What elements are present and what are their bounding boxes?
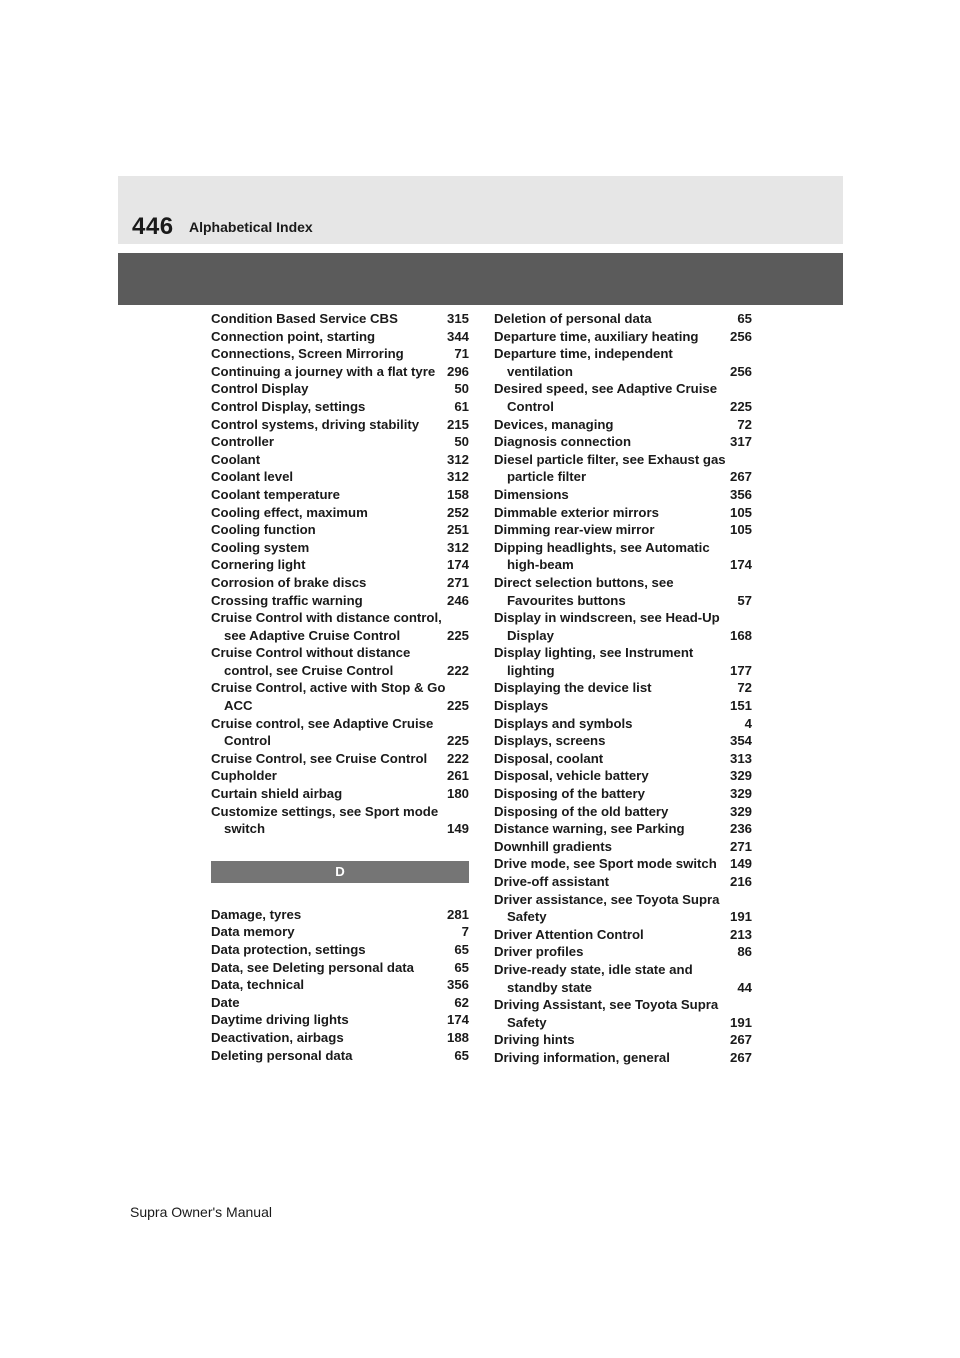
index-entry-page: 65 <box>454 942 469 957</box>
index-entry[interactable] <box>211 941 469 959</box>
index-entry-page: 50 <box>454 434 469 450</box>
index-entry-label: Driving hints ..... <box>494 1031 729 1049</box>
index-entry[interactable] <box>211 504 469 522</box>
index-entry-page: 65 <box>454 959 469 975</box>
index-entry-label: Data, see Deleting personal data ..... <box>211 959 453 977</box>
index-entry-page: 329 <box>729 803 752 819</box>
index-entry-page: 256 <box>729 363 752 379</box>
index-entry[interactable] <box>211 994 469 1012</box>
index-entry[interactable] <box>211 328 469 346</box>
index-entry-label: Driving Assistant, see Toyota Supra Safety ..... <box>494 996 729 1031</box>
index-entry-page: 105 <box>729 522 752 538</box>
index-entry[interactable] <box>494 644 752 679</box>
index-entry-page: 236 <box>729 821 752 837</box>
index-entry[interactable] <box>211 803 469 838</box>
index-entry[interactable] <box>211 767 469 785</box>
index-entry-page: 191 <box>729 909 752 925</box>
index-entry[interactable] <box>494 504 752 522</box>
index-entry[interactable] <box>494 345 752 380</box>
index-entry[interactable] <box>211 679 469 714</box>
index-entry-page: 180 <box>446 786 469 802</box>
index-entry-page: 191 <box>729 1014 752 1030</box>
index-entry-page: 174 <box>446 557 469 573</box>
index-entry[interactable] <box>211 451 469 469</box>
index-entry-page: 61 <box>454 398 469 414</box>
index-entry-page: 312 <box>446 451 469 467</box>
index-entry-page: 281 <box>446 906 469 922</box>
index-entry-page: 317 <box>729 434 752 450</box>
index-entry[interactable] <box>494 961 752 996</box>
index-entry-page: 354 <box>729 733 752 749</box>
index-entry[interactable] <box>211 1047 469 1065</box>
index-entry-label: Disposing of the old battery ..... <box>494 803 729 821</box>
index-entry-page: 168 <box>729 627 752 643</box>
index-column-left <box>211 310 469 1064</box>
index-entry-label: Drive-off assistant ..... <box>494 873 729 891</box>
index-entry-label: Dimmable exterior mirrors ..... <box>494 504 729 522</box>
index-entry-label: Control Display ..... <box>211 380 453 398</box>
index-column-right <box>494 310 752 1067</box>
index-entry[interactable] <box>211 976 469 994</box>
header-divider-band <box>118 253 843 305</box>
index-entry-label: Cornering light ..... <box>211 556 446 574</box>
index-entry-label: Departure time, independent ventilation ..... <box>494 345 729 380</box>
footer-manual-name: Supra Owner's Manual <box>130 1204 272 1220</box>
index-list-c <box>211 310 469 838</box>
index-entry[interactable] <box>494 574 752 609</box>
index-entry-label: Data memory ..... <box>211 923 461 941</box>
index-entry-label: Desired speed, see Adaptive Cruise Control ..... <box>494 380 729 415</box>
index-entry[interactable] <box>494 855 752 873</box>
index-entry-label: Disposal, vehicle battery ..... <box>494 767 729 785</box>
index-entry-page: 222 <box>446 750 469 766</box>
index-entry-label: Distance warning, see Parking ..... <box>494 820 729 838</box>
index-entry-page: 329 <box>729 786 752 802</box>
index-entry-label: Diesel particle filter, see Exhaust gas particle filter ..... <box>494 451 729 486</box>
index-entry-page: 177 <box>729 662 752 678</box>
index-entry-label: Cooling function ..... <box>211 521 446 539</box>
index-entry[interactable] <box>494 732 752 750</box>
index-entry-label: Control systems, driving stability ..... <box>211 416 446 434</box>
index-entry-label: Cooling effect, maximum ..... <box>211 504 446 522</box>
index-entry-page: 149 <box>729 856 752 872</box>
index-entry-page: 256 <box>729 328 752 344</box>
index-entry[interactable] <box>494 926 752 944</box>
index-entry-label: Cruise Control with distance control, see Adaptive Cruise Control ..... <box>211 609 446 644</box>
index-entry-page: 225 <box>446 733 469 749</box>
index-entry-label: Deletion of personal data ..... <box>494 310 736 328</box>
index-entry-page: 44 <box>737 979 752 995</box>
index-entry-page: 315 <box>446 311 469 326</box>
index-entry[interactable] <box>211 959 469 977</box>
index-entry-label: Deleting personal data ..... <box>211 1047 453 1065</box>
index-entry[interactable] <box>211 556 469 574</box>
index-entry-page: 7 <box>461 924 469 940</box>
index-entry[interactable] <box>211 345 469 363</box>
index-entry[interactable] <box>494 380 752 415</box>
index-entry[interactable] <box>494 767 752 785</box>
index-entry-label: Daytime driving lights ..... <box>211 1011 446 1029</box>
index-entry-label: Connection point, starting ..... <box>211 328 446 346</box>
index-entry-label: Dimensions ..... <box>494 486 729 504</box>
index-entry-label: Control Display, settings ..... <box>211 398 453 416</box>
index-entry-label: Driver assistance, see Toyota Supra Safety ..... <box>494 891 729 926</box>
index-entry[interactable] <box>494 451 752 486</box>
index-entry-page: 188 <box>446 1029 469 1045</box>
index-entry[interactable] <box>494 679 752 697</box>
index-entry-label: Cupholder ..... <box>211 767 446 785</box>
index-entry-label: Drive-ready state, idle state and standby state ..... <box>494 961 736 996</box>
index-entry-label: Data, technical ..... <box>211 976 446 994</box>
index-entry[interactable] <box>211 416 469 434</box>
index-entry-page: 267 <box>729 469 752 485</box>
index-entry-page: 105 <box>729 504 752 520</box>
index-entry-label: Coolant ..... <box>211 451 446 469</box>
index-entry-label: Diagnosis connection ..... <box>494 433 729 451</box>
index-entry-page: 271 <box>729 838 752 854</box>
index-entry-page: 72 <box>737 416 752 432</box>
index-entry-page: 267 <box>729 1032 752 1048</box>
index-entry-label: Driver profiles ..... <box>494 943 736 961</box>
index-entry-page: 213 <box>729 926 752 942</box>
index-entry[interactable] <box>211 468 469 486</box>
index-entry-label: Departure time, auxiliary heating ..... <box>494 328 729 346</box>
index-entry-page: 225 <box>446 627 469 643</box>
index-entry[interactable] <box>494 609 752 644</box>
index-entry-page: 174 <box>729 557 752 573</box>
index-entry-label: Crossing traffic warning ..... <box>211 592 446 610</box>
index-entry-label: Direct selection buttons, see Favourites buttons ..... <box>494 574 736 609</box>
index-entry[interactable] <box>494 1031 752 1049</box>
index-entry[interactable] <box>211 1029 469 1047</box>
section-title: Alphabetical Index <box>189 219 313 235</box>
index-entry-label: Cruise Control, see Cruise Control ..... <box>211 750 446 768</box>
index-entry-page: 174 <box>446 1012 469 1028</box>
index-entry-label: Customize settings, see Sport mode switch ..... <box>211 803 446 838</box>
index-entry[interactable] <box>211 644 469 679</box>
index-entry[interactable] <box>211 906 469 924</box>
index-entry-label: Data protection, settings ..... <box>211 941 453 959</box>
index-entry[interactable] <box>494 820 752 838</box>
index-entry[interactable] <box>494 416 752 434</box>
index-entry-page: 296 <box>446 363 469 379</box>
index-list-d-continued <box>494 310 752 1067</box>
index-entry-label: Cruise control, see Adaptive Cruise Control ..... <box>211 715 446 750</box>
index-entry[interactable] <box>494 873 752 891</box>
index-entry-page: 72 <box>737 680 752 696</box>
index-entry-label: Driver Attention Control ..... <box>494 926 729 944</box>
index-entry[interactable] <box>211 574 469 592</box>
index-entry[interactable] <box>494 1049 752 1067</box>
index-entry-page: 356 <box>729 486 752 502</box>
index-entry-page: 222 <box>446 662 469 678</box>
index-entry-page: 225 <box>729 398 752 414</box>
index-entry[interactable] <box>211 609 469 644</box>
index-entry-label: Devices, managing ..... <box>494 416 736 434</box>
index-entry[interactable] <box>211 715 469 750</box>
index-entry-page: 215 <box>446 416 469 432</box>
index-entry-page: 4 <box>744 715 752 731</box>
index-entry-label: Coolant temperature ..... <box>211 486 446 504</box>
index-list-d <box>211 906 469 1064</box>
index-entry-label: Disposing of the battery ..... <box>494 785 729 803</box>
index-entry-label: Date ..... <box>211 994 453 1012</box>
index-entry[interactable] <box>494 539 752 574</box>
index-entry-label: Displays ..... <box>494 697 729 715</box>
index-entry-page: 216 <box>729 874 752 889</box>
page-number: 446 <box>132 213 174 240</box>
index-entry-label: Connections, Screen Mirroring ..... <box>211 345 453 363</box>
index-entry-page: 158 <box>446 486 469 502</box>
index-entry-page: 86 <box>737 944 752 960</box>
index-entry-label: Coolant level ..... <box>211 468 446 486</box>
index-entry[interactable] <box>494 803 752 821</box>
index-entry-label: Displaying the device list ..... <box>494 679 736 697</box>
index-entry-label: Dimming rear-view mirror ..... <box>494 521 729 539</box>
index-entry[interactable] <box>494 310 752 328</box>
index-entry[interactable] <box>494 697 752 715</box>
index-entry-page: 267 <box>729 1049 752 1065</box>
index-entry-page: 71 <box>454 346 469 362</box>
index-entry-page: 329 <box>729 768 752 784</box>
index-entry[interactable] <box>211 363 469 381</box>
index-entry[interactable] <box>211 750 469 768</box>
index-entry[interactable] <box>494 785 752 803</box>
index-entry[interactable] <box>494 943 752 961</box>
index-entry-page: 225 <box>446 698 469 714</box>
index-entry-page: 252 <box>446 504 469 520</box>
index-entry[interactable] <box>494 486 752 504</box>
index-entry-label: Cruise Control, active with Stop & Go ACC ..... <box>211 679 446 714</box>
index-entry-label: Displays, screens ..... <box>494 732 729 750</box>
index-entry-label: Curtain shield airbag ..... <box>211 785 446 803</box>
index-entry-page: 65 <box>737 311 752 326</box>
index-entry[interactable] <box>494 891 752 926</box>
index-entry[interactable] <box>494 433 752 451</box>
index-entry-label: Displays and symbols ..... <box>494 715 744 733</box>
index-entry-page: 313 <box>729 750 752 766</box>
index-entry[interactable] <box>494 996 752 1031</box>
index-entry[interactable] <box>211 923 469 941</box>
index-entry-page: 271 <box>446 574 469 590</box>
index-entry-page: 50 <box>454 381 469 397</box>
index-entry-label: Damage, tyres ..... <box>211 906 446 924</box>
index-entry-label: Dipping headlights, see Automatic high-beam ..... <box>494 539 729 574</box>
index-entry-page: 57 <box>737 592 752 608</box>
index-entry-label: Cruise Control without distance control, see Cruise Control ..... <box>211 644 446 679</box>
index-entry[interactable] <box>494 838 752 856</box>
index-entry[interactable] <box>211 380 469 398</box>
index-entry[interactable] <box>211 521 469 539</box>
index-entry-page: 149 <box>446 821 469 837</box>
index-entry-page: 62 <box>454 994 469 1010</box>
index-entry-page: 261 <box>446 768 469 784</box>
index-entry-label: Drive mode, see Sport mode switch ..... <box>494 855 729 873</box>
index-entry[interactable] <box>211 486 469 504</box>
index-entry[interactable] <box>211 539 469 557</box>
index-entry[interactable] <box>211 398 469 416</box>
index-entry[interactable] <box>494 715 752 733</box>
index-entry-label: Condition Based Service CBS ..... <box>211 310 446 328</box>
index-entry-label: Continuing a journey with a flat tyre ..... <box>211 363 446 381</box>
index-entry-label: Display in windscreen, see Head-Up Display ..... <box>494 609 729 644</box>
index-entry-label: Driving information, general ..... <box>494 1049 729 1067</box>
index-entry[interactable] <box>494 750 752 768</box>
index-entry-label: Deactivation, airbags ..... <box>211 1029 446 1047</box>
letter-heading-d: D <box>211 861 469 883</box>
index-entry[interactable] <box>211 433 469 451</box>
index-entry-label: Downhill gradients ..... <box>494 838 729 856</box>
index-entry-label: Disposal, coolant ..... <box>494 750 729 768</box>
index-entry-page: 251 <box>446 522 469 538</box>
index-entry-label: Controller ..... <box>211 433 453 451</box>
index-entry-page: 356 <box>446 977 469 993</box>
index-entry-page: 65 <box>454 1047 469 1063</box>
index-entry[interactable] <box>211 785 469 803</box>
index-entry[interactable] <box>211 592 469 610</box>
index-entry-page: 151 <box>729 698 752 714</box>
index-entry[interactable] <box>494 521 752 539</box>
index-entry-page: 246 <box>446 592 469 608</box>
index-entry[interactable] <box>211 310 469 328</box>
index-entry-page: 312 <box>446 469 469 485</box>
index-entry-page: 344 <box>446 328 469 344</box>
index-entry[interactable] <box>494 328 752 346</box>
index-entry-label: Cooling system ..... <box>211 539 446 557</box>
index-entry-label: Corrosion of brake discs ..... <box>211 574 446 592</box>
index-entry-label: Display lighting, see Instrument lighting ..... <box>494 644 729 679</box>
index-entry[interactable] <box>211 1011 469 1029</box>
index-entry-page: 312 <box>446 539 469 555</box>
